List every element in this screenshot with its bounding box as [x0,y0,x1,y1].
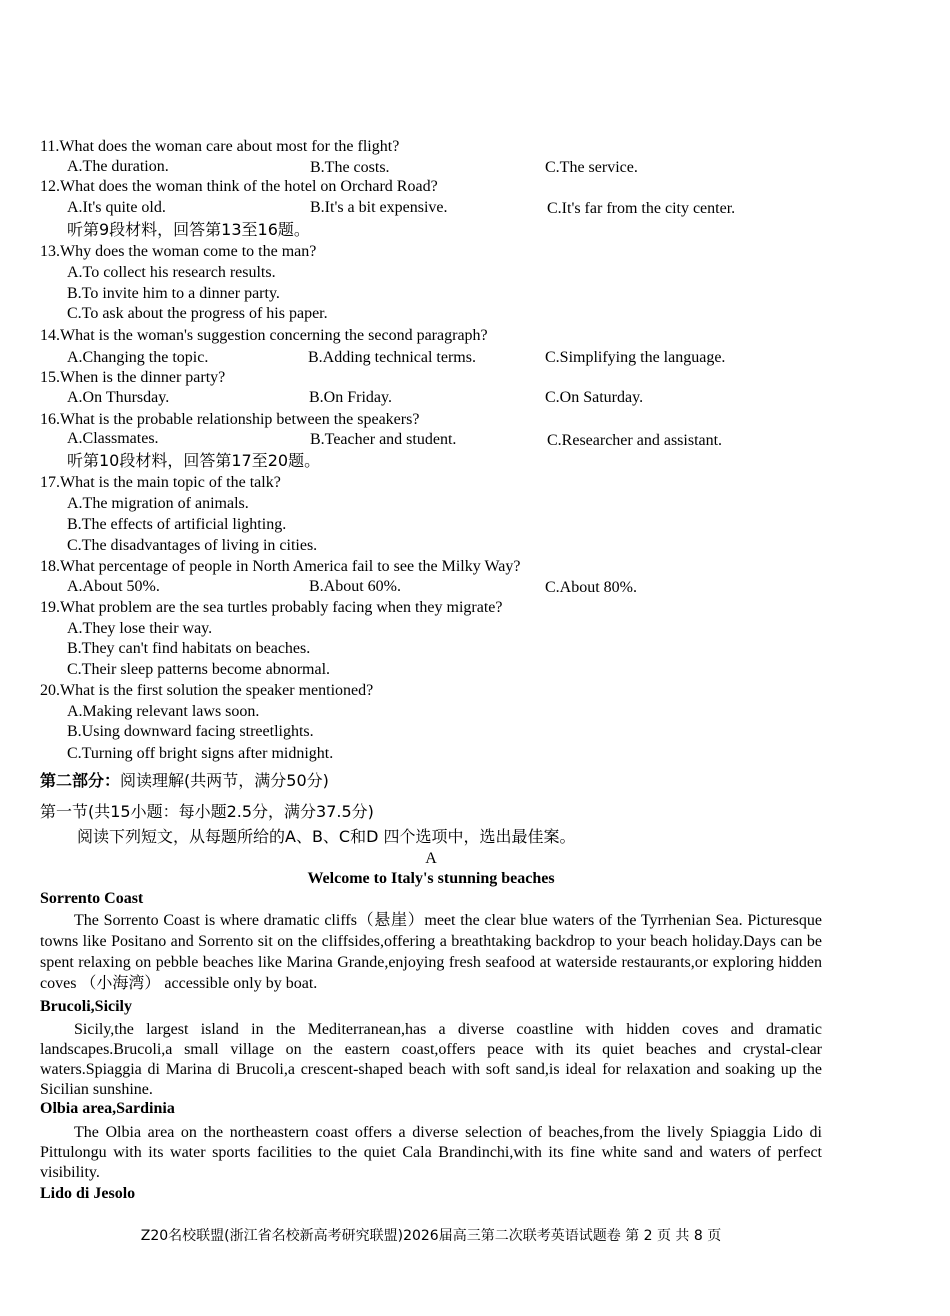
question-17-option-b: B.The effects of artificial lighting. [67,516,287,533]
question-18-stem: 18.What percentage of people in North America fail to see the Milky Way? [40,558,521,575]
part2-title-label: 第二部分： [40,771,121,790]
question-13-option-a: A.To collect his research results. [67,264,276,281]
material-10-note: 听第10段材料，回答第17至20题。 [67,451,321,470]
section-heading-jesolo: Lido di Jesolo [40,1185,136,1202]
section1-title: 第一节(共15小题：每小题2.5分，满分37.5分) [40,802,374,821]
question-16-option-a: A.Classmates. [67,430,159,447]
section-text-sorrento: The Sorrento Coast is where dramatic cliffs（悬崖）meet the clear blue waters of the Tyrrhenian Sea. Picturesque towns like Positano and Sorrento sit on the cliffsides,offering a breathtaking backdrop to your beach holiday.Days can be spent relaxing on pebble beaches like Marina Grande,enjoying fresh seafood at waterside restaurants,or exploring hidden coves （小海湾） accessible only by boat. [40,912,822,992]
part2-title-rest: 阅读理解(共两节，满分50分) [120,771,329,790]
question-15-option-b: B.On Friday. [309,389,392,406]
question-16-option-b: B.Teacher and student. [310,431,457,448]
section-text-olbia: The Olbia area on the northeastern coast offers a diverse selection of beaches,from the lively Spiaggia Lido di Pittulongu with its water sports facilities to the quiet Cala Brandinchi,with its fine white sand and waters of perfect visibility. [40,1124,822,1181]
question-13-stem: 13.Why does the woman come to the man? [40,243,317,260]
question-12-stem: 12.What does the woman think of the hotel on Orchard Road? [40,178,438,195]
part2-title [40,771,329,791]
section-text-brucoli: Sicily,the largest island in the Mediterranean,has a diverse coastline with hidden coves and dramatic landscapes.Brucoli,a small village on the eastern coast,offers peace with its quiet beaches and crystal-clear waters.Spiaggia di Marina di Brucoli,a crescent-shaped beach with soft sand,is ideal for relaxation and soaking up the Sicilian sunshine. [40,1021,822,1098]
question-20-option-c: C.Turning off bright signs after midnight. [67,745,334,762]
question-19-stem: 19.What problem are the sea turtles probably facing when they migrate? [40,599,503,616]
section-heading-brucoli: Brucoli,Sicily [40,998,132,1015]
question-19-option-c: C.Their sleep patterns become abnormal. [67,661,331,678]
question-18-option-b: B.About 60%. [309,578,401,595]
question-11-option-c: C.The service. [545,159,638,176]
question-11-option-b: B.The costs. [310,159,390,176]
question-20-option-b: B.Using downward facing streetlights. [67,723,314,740]
question-15-option-c: C.On Saturday. [545,389,644,406]
question-20-stem: 20.What is the first solution the speaker mentioned? [40,682,374,699]
material-9-note: 听第9段材料，回答第13至16题。 [67,220,310,239]
question-13-option-b: B.To invite him to a dinner party. [67,285,280,302]
question-19-option-b: B.They can't find habitats on beaches. [67,640,311,657]
section-heading-olbia: Olbia area,Sardinia [40,1100,175,1117]
reading-instruction: 阅读下列短文，从每题所给的A、B、C和D 四个选项中，选出最佳案。 [77,827,576,846]
question-17-option-c: C.The disadvantages of living in cities. [67,537,318,554]
question-12-option-a: A.It's quite old. [67,199,166,216]
question-14-option-a: A.Changing the topic. [67,349,209,366]
question-18-option-c: C.About 80%. [545,579,637,596]
question-17-option-a: A.The migration of animals. [67,495,249,512]
passage-title: Welcome to Italy's stunning beaches [307,870,555,887]
question-13-option-c: C.To ask about the progress of his paper. [67,305,328,322]
question-14-stem: 14.What is the woman's suggestion concerning the second paragraph? [40,327,488,344]
question-11-stem: 11.What does the woman care about most for the flight? [40,138,400,155]
question-12-option-c: C.It's far from the city center. [547,200,736,217]
page-footer: Z20名校联盟(浙江省名校新高考研究联盟)2026届高三第二次联考英语试题卷 第 2 页 共 8 页 [140,1228,722,1244]
question-17-stem: 17.What is the main topic of the talk? [40,474,281,491]
question-16-option-c: C.Researcher and assistant. [547,432,723,449]
section-heading-sorrento: Sorrento Coast [40,890,144,907]
question-20-option-a: A.Making relevant laws soon. [67,703,260,720]
question-12-option-b: B.It's a bit expensive. [310,199,448,216]
question-14-option-b: B.Adding technical terms. [308,349,476,366]
question-18-option-a: A.About 50%. [67,578,160,595]
passage-letter: A [425,850,437,867]
question-15-option-a: A.On Thursday. [67,389,170,406]
question-19-option-a: A.They lose their way. [67,620,213,637]
question-15-stem: 15.When is the dinner party? [40,369,226,386]
question-11-option-a: A.The duration. [67,158,169,175]
question-16-stem: 16.What is the probable relationship between the speakers? [40,411,420,428]
question-14-option-c: C.Simplifying the language. [545,349,726,366]
